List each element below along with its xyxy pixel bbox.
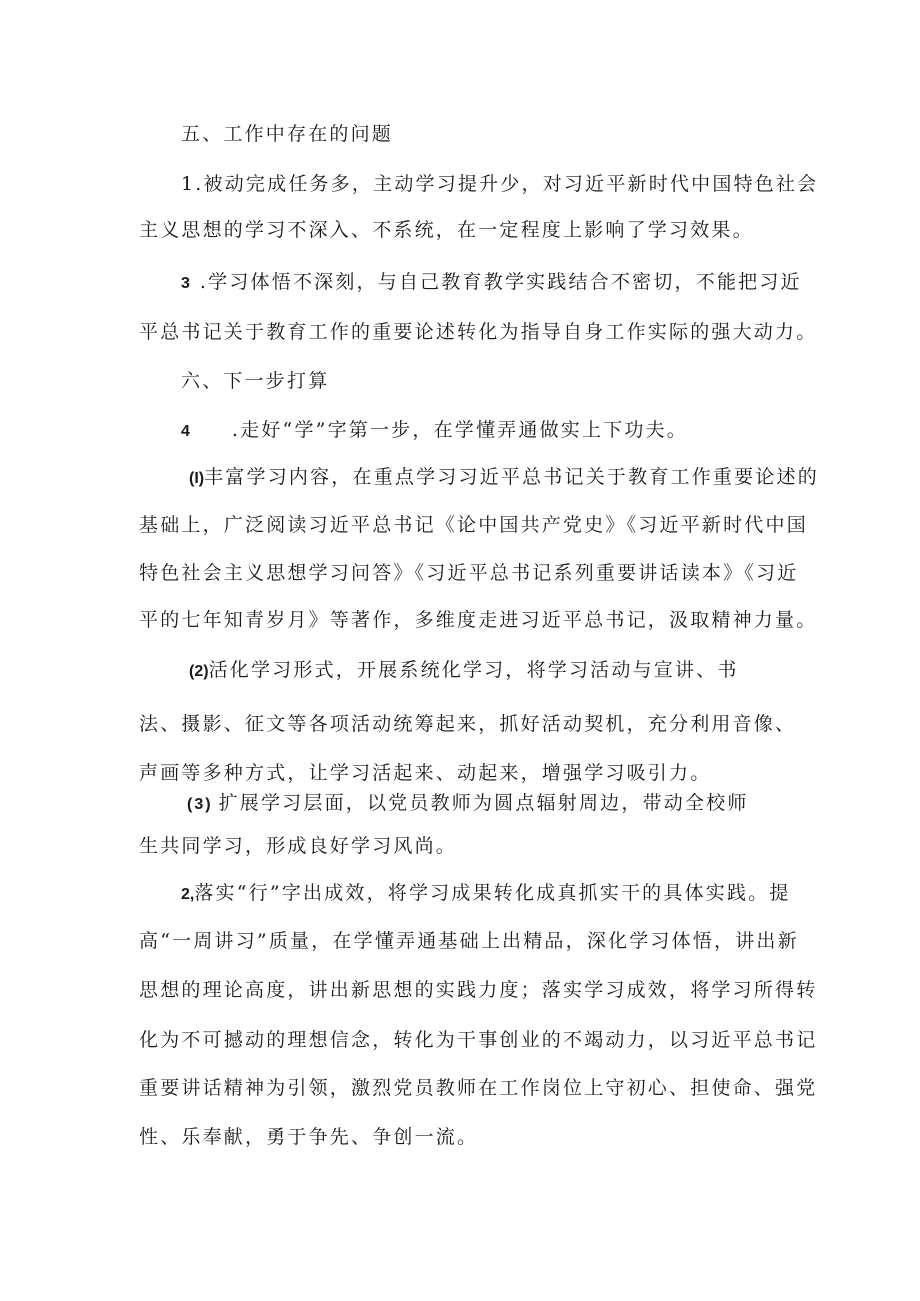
paragraph-sub1-line3: 特色社会主义思想学习问答》《习近平总书记系列重要讲话读本》《习近	[139, 562, 799, 584]
paragraph-item2-line5: 重要讲话精神为引领，激烈党员教师在工作岗位上守初心、担使命、强党	[139, 1077, 818, 1099]
sub2-text: 活化学习形式，开展系统化学习，将学习活动与宣讲、书	[208, 659, 739, 681]
sub1-number: (I)	[189, 470, 205, 487]
paragraph-item2-line2: 高“一周讲习”质量，在学懂弄通基础上出精品，深化学习体悟，讲出新	[139, 930, 799, 952]
paragraph-item1-line1: 1.被动完成任务多，主动学习提升少，对习近平新时代中国特色社会	[181, 173, 819, 195]
paragraph-item3-line1	[181, 269, 802, 297]
sub3-number: (3)	[187, 796, 213, 813]
paragraph-sub3-line1	[187, 790, 749, 818]
paragraph-item2-line6: 性、乐奉献，勇于争先、争创一流。	[139, 1126, 479, 1148]
item3-number: 3	[181, 275, 190, 292]
item4-number: 4	[181, 423, 190, 440]
paragraph-item2-line1	[181, 880, 791, 908]
paragraph-item3-line2: 平总书记关于教育工作的重要论述转化为指导自身工作实际的强大动力。	[139, 321, 818, 343]
paragraph-sub2-line2: 法、摄影、征文等各项活动统筹起来，抓好活动契机，充分利用音像、	[139, 713, 797, 735]
paragraph-sub2-line1	[189, 657, 739, 685]
paragraph-sub2-line3: 声画等多种方式，让学习活起来、动起来，增强学习吸引力。	[139, 762, 712, 784]
paragraph-item2-line3: 思想的理论高度，讲出新思想的实践力度；落实学习成效，将学习所得转	[139, 979, 818, 1001]
paragraph-sub1-line1	[189, 464, 819, 492]
item4-text: .走好“学”字第一步，在学懂弄通做实上下功夫。	[231, 419, 688, 441]
item3-text: .学习体悟不深刻，与自己教育教学实践结合不密切，不能把习近	[199, 271, 802, 293]
paragraph-sub1-line2: 基础上，广泛阅读习近平总书记《论中国共产党史》《习近平新时代中国	[139, 514, 808, 536]
paragraph-sub3-line2: 生共同学习，形成良好学习风尚。	[139, 835, 458, 857]
sub1-text: 丰富学习内容，在重点学习习近平总书记关于教育工作重要论述的	[204, 466, 819, 488]
sub3-text: 扩展学习层面，以党员教师为圆点辐射周边，带动全校师	[218, 792, 749, 814]
item2-number: 2,	[181, 886, 195, 903]
item2-text: 落实“行”字出成效，将学习成果转化成真抓实干的具体实践。提	[194, 882, 791, 904]
section-heading-problems: 五、工作中存在的问题	[181, 123, 394, 145]
paragraph-item4	[181, 417, 688, 445]
paragraph-item2-line4: 化为不可撼动的理想信念，转化为干事创业的不竭动力，以习近平总书记	[139, 1029, 818, 1051]
sub2-number: (2)	[189, 663, 209, 680]
section-heading-next-steps: 六、下一步打算	[181, 370, 330, 392]
paragraph-sub1-line4: 平的七年知青岁月》等著作，多维度走进习近平总书记，汲取精神力量。	[139, 609, 818, 631]
paragraph-item1-line2: 主义思想的学习不深入、不系统，在一定程度上影响了学习效果。	[139, 219, 754, 241]
